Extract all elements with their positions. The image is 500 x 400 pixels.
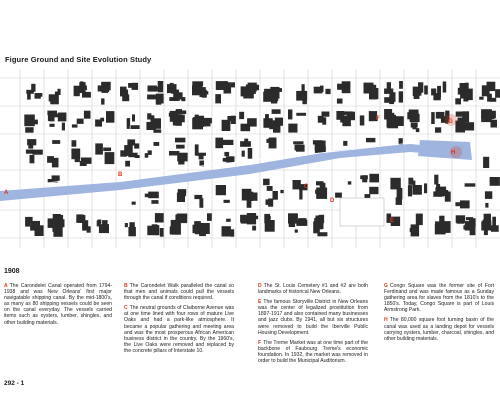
- building-footprint: [318, 116, 324, 123]
- building-footprint: [335, 193, 342, 198]
- building-footprint: [408, 178, 413, 185]
- building-footprint: [485, 191, 492, 199]
- building-footprint: [482, 85, 490, 96]
- building-footprint: [483, 157, 489, 168]
- building-footprint: [369, 174, 379, 183]
- building-footprint: [27, 139, 36, 145]
- note-key: D: [258, 283, 262, 289]
- building-footprint: [302, 84, 305, 91]
- note-g: [384, 283, 494, 313]
- building-footprint: [99, 224, 109, 233]
- building-footprint: [202, 90, 207, 98]
- building-footprint: [177, 193, 185, 202]
- building-footprint: [84, 111, 91, 119]
- building-footprint: [199, 155, 204, 159]
- building-footprint: [215, 138, 223, 149]
- building-footprint: [387, 82, 391, 89]
- building-footprint: [27, 120, 38, 125]
- building-footprint: [247, 216, 254, 222]
- building-footprint: [435, 127, 441, 132]
- building-footprint: [411, 224, 420, 236]
- building-footprint: [197, 86, 202, 91]
- building-footprint: [216, 185, 226, 195]
- building-footprint: [458, 118, 465, 126]
- building-footprint: [127, 119, 130, 129]
- building-footprint: [106, 111, 114, 123]
- building-footprint: [147, 226, 157, 236]
- map-label-b: B: [118, 172, 123, 178]
- building-footprint: [100, 118, 104, 122]
- building-footprint: [465, 221, 471, 230]
- building-footprint: [125, 161, 130, 167]
- map-label-g: G: [448, 119, 453, 125]
- building-footprint: [131, 125, 140, 129]
- building-footprint: [460, 83, 469, 92]
- building-footprint: [298, 218, 306, 226]
- building-footprint: [272, 109, 281, 114]
- building-footprint: [266, 216, 271, 220]
- note-text: The neutral grounds of Claiborne Avenue was at one time lined with four rows of mature Live Oaks and had a park-like atmosphere. It became a popular gathering and meeting area and was the most prosperous African American business district in the country. By the 1960's, the Live Oaks were removed and replaced by the concrete pillars of Interstate 10.: [124, 305, 234, 354]
- building-footprint: [390, 178, 400, 190]
- building-footprint: [263, 179, 270, 186]
- building-footprint: [417, 214, 421, 219]
- map-label-c: C: [304, 184, 309, 190]
- notes-column-3: [258, 283, 368, 368]
- building-footprint: [125, 223, 128, 227]
- building-footprint: [105, 152, 115, 164]
- building-footprint: [153, 129, 161, 132]
- building-footprint: [296, 113, 306, 116]
- building-footprint: [158, 81, 164, 92]
- building-footprint: [369, 187, 378, 194]
- building-footprint: [412, 124, 416, 130]
- building-footprint: [176, 145, 185, 149]
- building-footprint: [49, 111, 54, 121]
- building-footprint: [156, 219, 161, 223]
- building-footprint: [248, 148, 253, 159]
- building-footprint: [239, 112, 244, 119]
- building-footprint: [58, 113, 67, 122]
- building-footprint: [74, 86, 80, 97]
- carondelet-walk: [0, 142, 420, 188]
- building-footprint: [102, 82, 110, 91]
- building-footprint: [134, 143, 139, 148]
- building-footprint: [296, 91, 307, 101]
- building-footprint: [222, 120, 231, 131]
- building-footprint: [273, 191, 278, 200]
- building-footprint: [177, 115, 184, 123]
- notes-column-4: [384, 283, 494, 346]
- building-footprint: [436, 112, 445, 119]
- building-footprint: [76, 214, 83, 223]
- building-footprint: [199, 198, 203, 208]
- building-footprint: [156, 99, 162, 105]
- note-key: G: [384, 283, 388, 289]
- building-footprint: [25, 127, 33, 133]
- map-label-e: E: [390, 218, 395, 224]
- building-footprint: [203, 118, 212, 124]
- notes-column-2: [124, 283, 234, 358]
- building-footprint: [424, 86, 428, 95]
- building-footprint: [242, 151, 245, 157]
- building-footprint: [340, 116, 349, 123]
- building-footprint: [231, 116, 236, 124]
- building-footprint: [484, 214, 491, 223]
- building-footprint: [101, 98, 104, 104]
- building-footprint: [408, 185, 412, 196]
- building-footprint: [288, 109, 292, 119]
- building-footprint: [247, 118, 257, 126]
- note-a: [4, 283, 112, 326]
- building-footprint: [465, 122, 474, 130]
- building-footprint: [266, 199, 271, 205]
- note-text: Congo Square was the former site of Fort Ferdinand and was made famous as a Sunday gathering area for slaves from the 1810's to the 1850's. Today, Congo Square is part of Louis Armstrong Park.: [384, 283, 494, 314]
- building-footprint: [95, 143, 103, 154]
- building-footprint: [288, 124, 297, 133]
- note-text: The St. Louis Cemetery #1 and #2 are both landmarks of historical New Orleans.: [258, 283, 368, 296]
- note-h: [384, 317, 494, 341]
- building-footprint: [49, 94, 57, 101]
- building-footprint: [145, 153, 149, 158]
- building-footprint: [418, 82, 423, 92]
- building-footprint: [25, 217, 30, 227]
- building-footprint: [492, 217, 496, 226]
- building-footprint: [248, 192, 254, 201]
- building-footprint: [132, 114, 135, 121]
- building-footprint: [265, 220, 275, 232]
- building-footprint: [313, 140, 323, 144]
- year-heading: 1908: [4, 268, 20, 275]
- building-footprint: [56, 215, 63, 227]
- building-footprint: [129, 222, 134, 233]
- building-footprint: [399, 91, 403, 102]
- building-footprint: [295, 145, 301, 151]
- building-footprint: [62, 123, 65, 131]
- note-text: The famous Storyville District in New Orleans was the center of legalized prostitution from 1897-1917 and also contained many businesses and jazz clubs. By 1941, all but six structures were removed to build the Iberville Public Housing Development.: [258, 299, 368, 336]
- building-footprint: [267, 186, 273, 191]
- building-footprint: [316, 188, 327, 199]
- note-key: H: [384, 317, 388, 324]
- building-footprint: [479, 97, 483, 100]
- note-d: [258, 283, 368, 295]
- building-footprint: [269, 138, 277, 149]
- building-footprint: [226, 219, 231, 222]
- building-footprint: [482, 221, 492, 230]
- building-footprint: [456, 215, 465, 223]
- building-footprint: [178, 189, 187, 193]
- building-footprint: [273, 94, 278, 101]
- building-footprint: [103, 148, 111, 152]
- note-key: F: [258, 339, 262, 346]
- building-footprint: [195, 116, 204, 127]
- building-footprint: [389, 95, 394, 104]
- building-footprint: [456, 112, 463, 117]
- map-label-f: F: [376, 116, 380, 122]
- building-footprint: [241, 216, 248, 224]
- building-footprint: [132, 202, 136, 205]
- building-footprint: [299, 189, 302, 200]
- turning-basin: [418, 140, 472, 160]
- building-footprint: [431, 112, 435, 124]
- building-footprint: [242, 125, 246, 131]
- building-footprint: [30, 155, 35, 163]
- building-footprint: [151, 200, 158, 204]
- note-e: [258, 299, 368, 336]
- building-footprint: [227, 232, 234, 235]
- building-footprint: [27, 92, 31, 100]
- building-footprint: [177, 214, 188, 224]
- building-footprint: [325, 89, 330, 94]
- building-footprint: [397, 188, 403, 200]
- building-footprint: [348, 181, 352, 184]
- building-footprint: [366, 138, 375, 142]
- note-key: C: [124, 305, 128, 312]
- building-footprint: [35, 93, 41, 99]
- building-footprint: [490, 177, 500, 186]
- page-number: 292 - 1: [4, 380, 25, 387]
- map-label-h: H: [451, 150, 456, 156]
- building-footprint: [127, 139, 135, 145]
- building-footprint: [31, 84, 35, 92]
- building-footprint: [265, 114, 269, 119]
- building-footprint: [72, 124, 78, 127]
- building-footprint: [295, 229, 298, 232]
- building-footprint: [200, 223, 210, 234]
- building-footprint: [81, 158, 92, 164]
- building-footprint: [75, 156, 80, 162]
- note-c: [124, 305, 234, 354]
- building-footprint: [72, 140, 77, 147]
- note-key: B: [124, 283, 128, 289]
- note-text: The Treme Market was at one time part of the backbone of Faubourg Treme's economic foundation. In 1932, the market was removed in order to build the Municipal Auditorium.: [258, 339, 368, 365]
- building-footprint: [272, 88, 282, 92]
- building-footprint: [223, 81, 228, 85]
- building-footprint: [160, 228, 164, 237]
- building-footprint: [273, 121, 280, 132]
- building-footprint: [491, 225, 499, 232]
- building-footprint: [224, 200, 230, 203]
- note-b: [124, 283, 234, 301]
- building-footprint: [207, 213, 212, 221]
- note-key: E: [258, 299, 262, 306]
- building-footprint: [481, 109, 492, 119]
- building-footprint: [345, 82, 349, 90]
- building-footprint: [148, 86, 157, 92]
- building-footprint: [52, 158, 59, 168]
- building-footprint: [79, 82, 85, 93]
- building-footprint: [223, 158, 234, 162]
- note-text: The Carondelet Canal operated from 1794-1938 and was New Orleans' first major navigatable shipping canal. By the mid-1800's, as many as 80 shipping vessels could be seen on the canal everyday. The vessels carried items such as oysters, lumber, shingles, and other building materials.: [4, 283, 112, 326]
- building-footprint: [434, 175, 438, 185]
- building-footprint: [343, 141, 347, 146]
- building-footprint: [263, 92, 272, 102]
- building-footprint: [369, 85, 376, 95]
- building-footprint: [223, 140, 234, 145]
- building-footprint: [243, 89, 254, 99]
- building-footprint: [244, 139, 248, 144]
- note-text: The Carondelet Walk paralleled the canal so that men and animals could pull the vessels through the canal if conditions required.: [124, 283, 234, 302]
- building-footprint: [175, 110, 186, 114]
- building-footprint: [314, 218, 323, 229]
- building-footprint: [120, 150, 127, 156]
- building-footprint: [87, 226, 91, 232]
- building-footprint: [465, 183, 476, 186]
- notes-column-1: [4, 283, 112, 330]
- building-footprint: [192, 81, 203, 86]
- building-footprint: [389, 113, 395, 122]
- building-footprint: [314, 87, 323, 94]
- building-footprint: [495, 89, 500, 98]
- building-footprint: [52, 140, 60, 144]
- building-footprint: [29, 217, 32, 223]
- building-footprint: [26, 150, 34, 154]
- building-footprint: [175, 138, 185, 143]
- building-footprint: [50, 124, 55, 127]
- building-footprint: [171, 90, 179, 94]
- building-footprint: [424, 183, 427, 193]
- building-footprint: [280, 190, 283, 193]
- building-footprint: [252, 226, 256, 231]
- map-label-a: A: [4, 190, 9, 196]
- building-footprint: [360, 115, 365, 125]
- building-footprint: [437, 86, 441, 97]
- building-footprint: [120, 87, 127, 97]
- building-footprint: [455, 98, 461, 104]
- figure-ground-map: [0, 70, 500, 248]
- building-footprint: [154, 142, 160, 146]
- building-footprint: [135, 155, 140, 158]
- building-footprint: [407, 112, 414, 119]
- building-footprint: [437, 187, 447, 196]
- building-footprint: [145, 194, 152, 198]
- building-footprint: [77, 119, 84, 124]
- note-f: [258, 340, 368, 364]
- building-footprint: [455, 202, 461, 206]
- building-footprint: [147, 95, 156, 100]
- building-footprint: [384, 89, 393, 94]
- note-key: A: [4, 283, 8, 289]
- note-text: The 80,000 square foot turning basin of the canal was used as a landing depot for vessels carrying oysters, lumber, charcoal, shingles, and other building materials.: [384, 317, 494, 342]
- building-footprint: [48, 218, 58, 228]
- building-footprint: [224, 152, 229, 156]
- building-footprint: [360, 175, 368, 179]
- map-label-d: D: [330, 198, 335, 204]
- building-footprint: [293, 141, 303, 144]
- building-footprint: [176, 122, 182, 126]
- building-footprint: [147, 113, 151, 119]
- building-footprint: [443, 82, 447, 93]
- building-footprint: [215, 94, 221, 103]
- cemetery-block: [340, 198, 384, 226]
- page-title: Figure Ground and Site Evolution Study: [5, 55, 152, 64]
- building-footprint: [399, 81, 403, 89]
- building-footprint: [177, 153, 187, 162]
- building-footprint: [485, 203, 488, 208]
- building-footprint: [435, 221, 444, 229]
- building-footprint: [128, 83, 137, 88]
- building-footprint: [337, 99, 343, 104]
